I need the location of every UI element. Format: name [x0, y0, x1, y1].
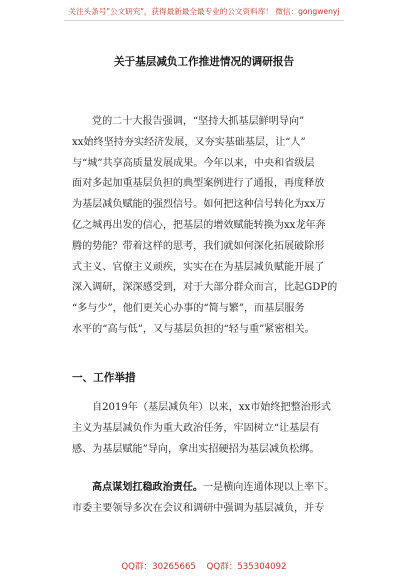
- subsection-lead: 高点谋划扛稳政治责任。: [92, 482, 204, 493]
- document-title: 关于基层减负工作推进情况的调研报告: [113, 56, 295, 68]
- section-heading: 一、工作举措: [72, 372, 136, 384]
- paragraph-line: 腾的势能？带着这样的思考，我们就如何深化拓展破除形: [72, 240, 325, 252]
- intro-paragraph: [72, 112, 344, 341]
- paragraph-line: 为基层减负赋能的强烈信号。如何把这种信号转化为xx万: [72, 199, 326, 211]
- footer-qq-2: QQ群：535304092: [206, 562, 287, 572]
- paragraph-line: 自2019年（基层减负年）以来，xx市始终把整治形式: [92, 402, 331, 413]
- paragraph-line: 主义为基层减负作为重大政治任务，牢固树立“让基层有: [72, 422, 320, 434]
- header-promo-note: 关注头条号"公文研究"，获得最新最全最专业的公文资料库！ 微信：gongwenyj: [68, 7, 340, 16]
- paragraph-line: 面对多起加重基层负担的典型案例进行了通报，再度释放: [72, 178, 325, 190]
- paragraph-line: 与“城”共享高质量发展成果。今年以来，中央和省级层: [72, 157, 315, 169]
- subsection-paragraph: [72, 478, 344, 520]
- paragraph-line: 深入调研，深深感受到，对于大部分群众而言，比起GDP的: [72, 282, 338, 294]
- paragraph-line: 式主义、官僚主义顽疾，实实在在为基层减负赋能开展了: [72, 261, 325, 273]
- paragraph-line: 党的二十大报告强调，“坚持大抓基层鲜明导向”: [92, 116, 305, 127]
- footer-qq-groups: [0, 560, 408, 572]
- paragraph-line: 水平的“高与低”，又与基层负担的“轻与重”紧密相关。: [72, 323, 315, 335]
- paragraph-line: xx始终坚持夯实经济发展，又夯实基础基层，让“人”: [72, 136, 306, 148]
- paragraph-line: 感、为基层赋能”导向，拿出实招硬招为基层减负松绑。: [72, 443, 320, 455]
- footer-qq-1: QQ群：30265665: [121, 562, 196, 572]
- paragraph-line: 市委主要领导多次在会议和调研中强调为基层减负，并专: [72, 502, 325, 514]
- paragraph-line: “多与少”，他们更关心办事的“简与繁”，而基层服务: [72, 303, 305, 315]
- header-divider: [64, 20, 344, 21]
- section-paragraph: [72, 398, 344, 460]
- paragraph-line: [72, 478, 344, 499]
- paragraph-line: 亿之城再出发的信心，把基层的增效赋能转换为xx龙年奔: [72, 219, 326, 231]
- subsection-text: 一是横向连通体现以上率下。: [203, 482, 335, 493]
